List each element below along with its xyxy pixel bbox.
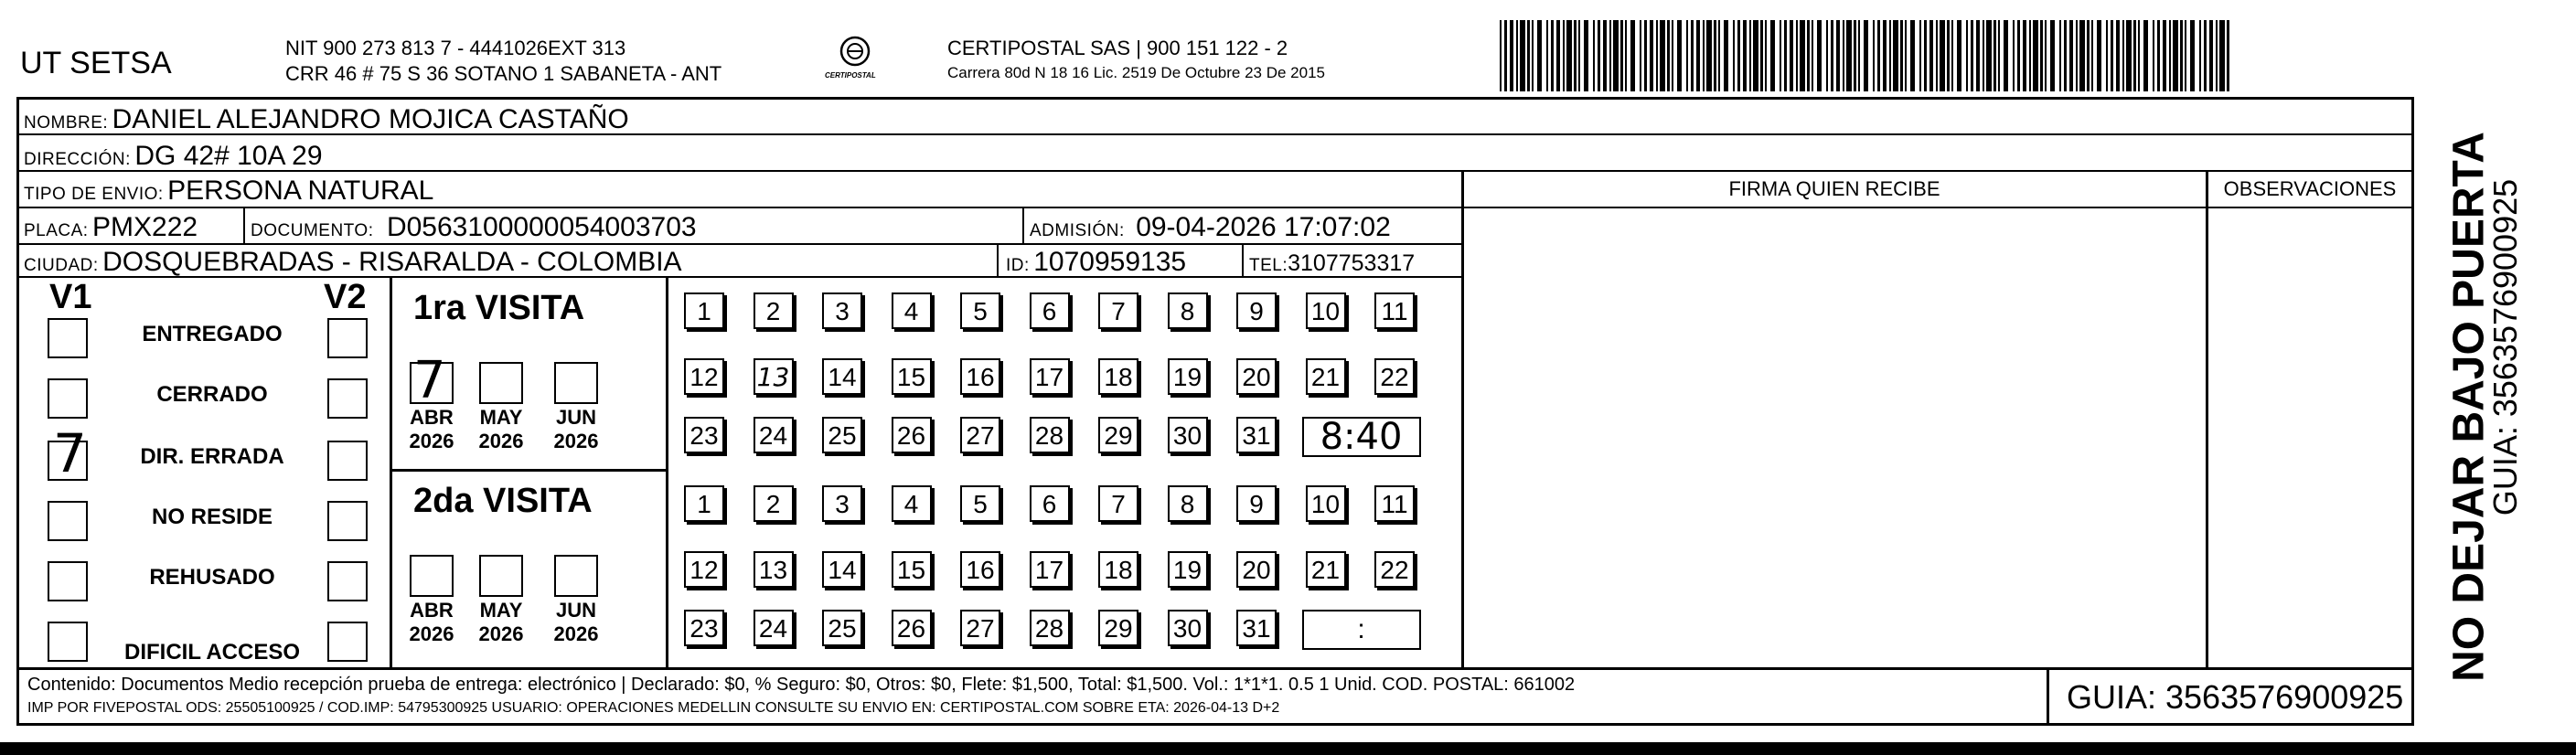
year-label: 2026	[553, 430, 599, 452]
day-box[interactable]: 28	[1030, 610, 1070, 646]
year-label: 2026	[478, 430, 524, 452]
status-label: NO RESIDE	[151, 505, 273, 529]
firma-header: FIRMA QUIEN RECIBE	[1728, 177, 1940, 200]
barcode-bar	[1516, 20, 1518, 91]
day-box[interactable]: 12	[684, 358, 724, 395]
barcode-bar	[1753, 20, 1758, 91]
day-box[interactable]: 16	[960, 358, 1000, 395]
barcode-bar	[1800, 20, 1805, 91]
admision-label: ADMISIÓN:	[1030, 221, 1125, 240]
day-box[interactable]: 27	[960, 417, 1000, 453]
barcode-bar	[1527, 20, 1530, 91]
barcode-bar	[2059, 20, 2061, 91]
barcode-bar	[1667, 20, 1670, 91]
barcode-bar	[1993, 20, 1996, 91]
footer-imp-line: IMP POR FIVEPOSTAL ODS: 25505100925 / COD.IMP: 54795300925 USUARIO: OPERACIONES MEDELLIN CONSULTE SU ENVIO EN: CERTIPOSTAL.COM SOBRE ETA: 2026-04-13 D+2	[27, 700, 1280, 716]
month-label: MAY	[479, 406, 523, 429]
barcode-bar	[1966, 20, 1968, 91]
day-box[interactable]: 30	[1168, 610, 1208, 646]
placa-value: PMX222	[92, 212, 198, 242]
day-box[interactable]: 2	[754, 292, 794, 329]
day-box[interactable]: 24	[754, 610, 794, 646]
month-checkbox[interactable]	[479, 362, 523, 404]
day-box[interactable]: 9	[1236, 292, 1277, 329]
barcode-bar	[1905, 20, 1907, 91]
barcode-bar	[2017, 20, 2020, 91]
barcode	[1500, 20, 2231, 91]
v2-label: V2	[324, 278, 367, 316]
day-box[interactable]: 21	[1306, 358, 1346, 395]
barcode-bar	[1846, 20, 1852, 91]
barcode-bar	[2091, 20, 2093, 91]
barcode-bar	[1613, 20, 1619, 91]
day-box[interactable]: 17	[1030, 551, 1070, 588]
barcode-bar	[1826, 20, 1828, 91]
day-box[interactable]: 17	[1030, 358, 1070, 395]
admision-value: 09-04-2026 17:07:02	[1136, 212, 1391, 242]
tipo-envio-value: PERSONA NATURAL	[167, 175, 434, 206]
v2-checkbox[interactable]	[327, 622, 368, 662]
id-value: 1070959135	[1033, 247, 1187, 277]
day-box[interactable]: 27	[960, 610, 1000, 646]
barcode-bar	[2143, 20, 2148, 91]
v2-checkbox[interactable]	[327, 561, 368, 601]
nit-line: NIT 900 273 813 7 - 4441026EXT 313	[285, 37, 626, 59]
tel-label: TEL:	[1249, 256, 1288, 275]
barcode-bar	[2157, 20, 2160, 91]
day-box[interactable]: 3	[822, 292, 862, 329]
barcode-bar	[1630, 20, 1635, 91]
status-label: REHUSADO	[149, 565, 275, 590]
barcode-bar	[2033, 20, 2038, 91]
barcode-bar	[1784, 20, 1787, 91]
id-label: ID:	[1006, 256, 1030, 275]
day-box[interactable]: 2	[754, 485, 794, 522]
barcode-bar	[1551, 20, 1554, 91]
barcode-bar	[1625, 20, 1627, 91]
barcode-bar	[1796, 20, 1798, 91]
barcode-bar	[2087, 20, 2090, 91]
barcode-bar	[1620, 20, 1623, 91]
status-label: DIFICIL ACCESO	[123, 640, 300, 665]
day-box[interactable]: 14	[822, 358, 862, 395]
barcode-bar	[1893, 20, 1898, 91]
barcode-bar	[1640, 20, 1641, 91]
placa-label: PLACA:	[24, 221, 89, 240]
barcode-bar	[2040, 20, 2043, 91]
day-box[interactable]: 1	[684, 292, 724, 329]
barcode-bar	[1556, 20, 1560, 91]
ciudad-value: DOSQUEBRADAS - RISARALDA - COLOMBIA	[102, 247, 682, 277]
v2-checkbox[interactable]	[327, 441, 368, 481]
barcode-bar	[2097, 20, 2101, 91]
year-label: 2026	[409, 430, 454, 452]
no-dejar-warning: NO DEJAR BAJO PUERTA	[2444, 132, 2494, 682]
barcode-bar	[1947, 20, 1950, 91]
day-box[interactable]: 8	[1168, 292, 1208, 329]
logo-caption: CERTIPOSTAL	[825, 71, 876, 80]
barcode-bar	[2076, 20, 2078, 91]
certipostal-logo	[823, 33, 887, 90]
barcode-bar	[1889, 20, 1891, 91]
barcode-bar	[1500, 20, 1502, 91]
barcode-bar	[2079, 20, 2085, 91]
barcode-bar	[2064, 20, 2067, 91]
barcode-bar	[1919, 20, 1921, 91]
barcode-bar	[1504, 20, 1507, 91]
barcode-bar	[1971, 20, 1973, 91]
barcode-bar	[1900, 20, 1903, 91]
day-box[interactable]: 16	[960, 551, 1000, 588]
day-box[interactable]: 6	[1030, 485, 1070, 522]
status-label: ENTREGADO	[142, 322, 283, 346]
barcode-bar	[2216, 20, 2218, 91]
day-box[interactable]: 9	[1236, 485, 1277, 522]
day-box[interactable]: 15	[892, 551, 932, 588]
day-box[interactable]: 20	[1236, 551, 1277, 588]
barcode-bar	[2153, 20, 2154, 91]
barcode-bar	[1858, 20, 1860, 91]
month-checkbox[interactable]	[554, 555, 598, 597]
day-box[interactable]: 18	[1098, 358, 1138, 395]
documento-label: DOCUMENTO:	[251, 221, 374, 240]
barcode-bar	[2116, 20, 2120, 91]
day-box[interactable]: 6	[1030, 292, 1070, 329]
day-box[interactable]: 3	[822, 485, 862, 522]
day-box[interactable]: 31	[1236, 417, 1277, 453]
barcode-bar	[1718, 20, 1720, 91]
day-box[interactable]: 24	[754, 417, 794, 453]
barcode-bar	[1714, 20, 1716, 91]
day-box[interactable]: 4	[892, 485, 932, 522]
observaciones-header: OBSERVACIONES	[2223, 177, 2397, 200]
barcode-bar	[1743, 20, 1747, 91]
month-label: JUN	[555, 406, 596, 429]
day-box[interactable]: 11	[1374, 485, 1415, 522]
barcode-bar	[1737, 20, 1740, 91]
year-label: 2026	[478, 622, 524, 645]
status-label: DIR. ERRADA	[140, 444, 284, 469]
v1-label: V1	[49, 278, 92, 316]
nombre-label: NOMBRE:	[24, 113, 109, 133]
month-checkbox[interactable]	[554, 362, 598, 404]
year-label: 2026	[409, 622, 454, 645]
barcode-bar	[1836, 20, 1840, 91]
month-label: MAY	[479, 599, 523, 622]
divider-firma	[1461, 170, 1464, 669]
address-line: CRR 46 # 75 S 36 SOTANO 1 SABANETA - ANT	[285, 62, 722, 85]
barcode-bar	[1831, 20, 1833, 91]
barcode-bar	[2163, 20, 2166, 91]
barcode-bar	[1686, 20, 1688, 91]
barcode-bar	[1537, 20, 1542, 91]
barcode-bar	[1986, 20, 1992, 91]
footer-content-line: Contenido: Documentos Medio recepción prueba de entrega: electrónico | Declarado: $0, % Seguro: $0, Otros: $0, Flete: $1,500, Total: $1,500. Vol.: 1*1*1. 0.5 1 Unid. COD. POSTAL: 661002	[27, 675, 1576, 695]
status-label: CERRADO	[156, 382, 268, 407]
barcode-bar	[1807, 20, 1810, 91]
barcode-bar	[1510, 20, 1513, 91]
barcode-bar	[1765, 20, 1767, 91]
barcode-bar	[2004, 20, 2008, 91]
day-box[interactable]: 22	[1374, 551, 1415, 588]
day-box[interactable]: 15	[892, 358, 932, 395]
day-box[interactable]: 10	[1306, 292, 1346, 329]
barcode-bar	[1877, 20, 1880, 91]
barcode-bar	[1790, 20, 1793, 91]
v1-checkbox[interactable]	[48, 501, 88, 541]
month-label: JUN	[555, 599, 596, 622]
barcode-bar	[1780, 20, 1781, 91]
day-box[interactable]: 1	[684, 485, 724, 522]
day-box[interactable]: 28	[1030, 417, 1070, 453]
day-box[interactable]: 11	[1374, 292, 1415, 329]
direccion-value: DG 42# 10A 29	[134, 141, 323, 171]
barcode-bar	[1749, 20, 1751, 91]
barcode-bar	[1843, 20, 1844, 91]
day-box[interactable]: 18	[1098, 551, 1138, 588]
day-box[interactable]: 23	[684, 417, 724, 453]
barcode-bar	[1672, 20, 1673, 91]
barcode-bar	[2138, 20, 2140, 91]
day-box[interactable]: 23	[684, 610, 724, 646]
barcode-bar	[1724, 20, 1728, 91]
barcode-bar	[1864, 20, 1868, 91]
barcode-bar	[1883, 20, 1887, 91]
barcode-bar	[2169, 20, 2171, 91]
barcode-bar	[1566, 20, 1572, 91]
barcode-bar	[1929, 20, 1933, 91]
barcode-bar	[2173, 20, 2178, 91]
barcode-bar	[1951, 20, 1953, 91]
month-checkbox[interactable]	[479, 555, 523, 597]
certipostal-logo-icon	[823, 33, 887, 90]
barcode-bar	[1578, 20, 1580, 91]
barcode-bar	[2013, 20, 2015, 91]
v2-checkbox[interactable]	[327, 318, 368, 358]
barcode-bar	[1998, 20, 2000, 91]
barcode-bar	[1656, 20, 1658, 91]
barcode-bar	[2045, 20, 2047, 91]
day-box[interactable]: 25	[822, 417, 862, 453]
day-box[interactable]: 30	[1168, 417, 1208, 453]
barcode-bar	[2111, 20, 2113, 91]
day-box[interactable]: 26	[892, 610, 932, 646]
company-name: UT SETSA	[20, 46, 172, 80]
day-box[interactable]: 12	[684, 551, 724, 588]
handwritten-mark: 7	[53, 422, 87, 484]
day-box[interactable]: 10	[1306, 485, 1346, 522]
barcode-bar	[1598, 20, 1600, 91]
barcode-bar	[1936, 20, 1938, 91]
barcode-bar	[2069, 20, 2073, 91]
v1-checkbox[interactable]	[48, 378, 88, 419]
day-box[interactable]: 22	[1374, 358, 1415, 395]
day-box[interactable]: 5	[960, 292, 1000, 329]
v1-checkbox[interactable]	[48, 622, 88, 662]
barcode-bar	[1603, 20, 1607, 91]
barcode-bar	[1563, 20, 1565, 91]
barcode-bar	[1854, 20, 1856, 91]
day-box[interactable]: 29	[1098, 610, 1138, 646]
v1-checkbox[interactable]	[48, 561, 88, 601]
day-box[interactable]: 31	[1236, 610, 1277, 646]
ciudad-label: CIUDAD:	[24, 256, 99, 275]
barcode-bar	[1703, 20, 1705, 91]
barcode-bar	[1770, 20, 1775, 91]
barcode-bar	[2133, 20, 2136, 91]
barcode-bar	[2050, 20, 2055, 91]
barcode-bar	[2106, 20, 2108, 91]
barcode-bar	[1691, 20, 1694, 91]
barcode-bar	[1677, 20, 1682, 91]
barcode-bar	[1520, 20, 1525, 91]
v1-checkbox[interactable]	[48, 318, 88, 358]
day-box[interactable]: 7	[1098, 485, 1138, 522]
barcode-bar	[1584, 20, 1588, 91]
day-box[interactable]: 21	[1306, 551, 1346, 588]
month-label: ABR	[410, 599, 454, 622]
day-box[interactable]: 19	[1168, 358, 1208, 395]
carrier-address: Carrera 80d N 18 16 Lic. 2519 De Octubre 23 De 2015	[947, 64, 1325, 81]
barcode-bar	[2219, 20, 2225, 91]
barcode-bar	[1760, 20, 1763, 91]
barcode-bar	[1574, 20, 1577, 91]
visit-title: 2da VISITA	[413, 482, 593, 520]
barcode-bar	[1976, 20, 1980, 91]
barcode-bar	[2209, 20, 2213, 91]
day-box[interactable]: 29	[1098, 417, 1138, 453]
month-checkbox[interactable]	[410, 555, 454, 597]
barcode-bar	[2029, 20, 2031, 91]
handwritten-month-mark: 7	[413, 351, 446, 410]
barcode-bar	[2023, 20, 2026, 91]
day-box[interactable]: 25	[822, 610, 862, 646]
visit-title: 1ra VISITA	[413, 289, 585, 327]
barcode-bar	[1532, 20, 1534, 91]
day-box[interactable]: 14	[822, 551, 862, 588]
day-box[interactable]: 19	[1168, 551, 1208, 588]
barcode-bar	[1696, 20, 1700, 91]
barcode-bar	[1644, 20, 1647, 91]
barcode-bar	[2180, 20, 2183, 91]
barcode-bar	[1546, 20, 1548, 91]
day-box[interactable]: 20	[1236, 358, 1277, 395]
barcode-bar	[2190, 20, 2195, 91]
barcode-bar	[1983, 20, 1984, 91]
year-label: 2026	[553, 622, 599, 645]
barcode-bar	[1593, 20, 1595, 91]
barcode-bar	[1660, 20, 1665, 91]
barcode-bar	[1812, 20, 1813, 91]
time-field[interactable]: 8:40	[1302, 417, 1421, 457]
divider-observaciones	[2206, 170, 2208, 669]
day-box[interactable]: 4	[892, 292, 932, 329]
barcode-bar	[1817, 20, 1822, 91]
v2-checkbox[interactable]	[327, 501, 368, 541]
barcode-bar	[1957, 20, 1961, 91]
nombre-value: DANIEL ALEJANDRO MOJICA CASTAÑO	[112, 104, 629, 134]
barcode-bar	[2227, 20, 2229, 91]
v2-checkbox[interactable]	[327, 378, 368, 419]
barcode-bar	[1609, 20, 1611, 91]
carrier-line: CERTIPOSTAL SAS | 900 151 122 - 2	[947, 37, 1288, 59]
month-label: ABR	[410, 406, 454, 429]
barcode-bar	[1733, 20, 1735, 91]
barcode-bar	[1706, 20, 1712, 91]
barcode-bar	[1910, 20, 1915, 91]
bottom-edge	[0, 742, 2576, 755]
day-box[interactable]: 7	[1098, 292, 1138, 329]
day-box[interactable]: 5	[960, 485, 1000, 522]
tipo-envio-label: TIPO DE ENVIO:	[24, 185, 164, 204]
barcode-bar	[2204, 20, 2207, 91]
direccion-label: DIRECCIÓN:	[24, 150, 131, 169]
barcode-bar	[1924, 20, 1927, 91]
day-box[interactable]: 13	[754, 358, 794, 395]
barcode-bar	[1940, 20, 1945, 91]
time-field[interactable]: :	[1302, 610, 1421, 650]
tel-value: 3107753317	[1288, 250, 1416, 276]
barcode-bar	[1873, 20, 1875, 91]
documento-value: D0563100000054003703	[386, 212, 697, 242]
barcode-bar	[2122, 20, 2124, 91]
barcode-bar	[2185, 20, 2186, 91]
footer-guia: GUIA: 3563576900925	[2067, 678, 2404, 716]
barcode-bar	[2126, 20, 2132, 91]
side-guia: GUIA: 3563576900925	[2486, 178, 2524, 516]
day-box[interactable]: 8	[1168, 485, 1208, 522]
barcode-bar	[2199, 20, 2201, 91]
barcode-icon	[1500, 20, 2231, 91]
day-box[interactable]: 13	[754, 551, 794, 588]
barcode-bar	[1650, 20, 1653, 91]
day-box[interactable]: 26	[892, 417, 932, 453]
